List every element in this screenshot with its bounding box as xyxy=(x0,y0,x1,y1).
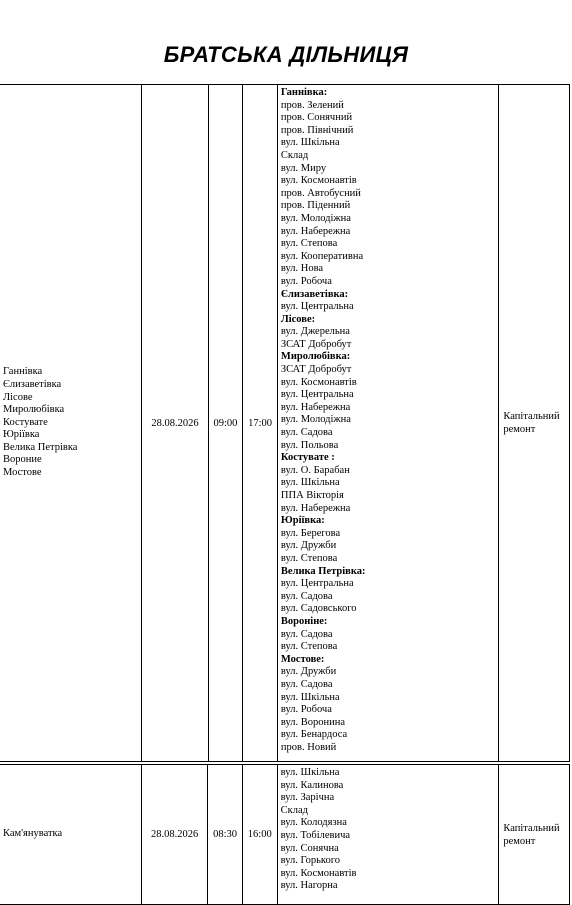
street-item: вул. Джерельна xyxy=(280,326,350,338)
street-item: вул. Шкільна xyxy=(280,137,340,149)
street-item: вул. Космонавтів xyxy=(280,867,357,879)
settlement-name: Велика Петрівка xyxy=(3,441,78,453)
streets-list xyxy=(281,767,496,893)
reason-line-2: ремонт xyxy=(503,835,536,847)
street-item: вул. Колодязна xyxy=(280,817,347,829)
reason-cell xyxy=(499,85,570,762)
street-item: вул. Садова xyxy=(280,590,333,602)
street-item: вул. Дружби xyxy=(280,666,337,678)
street-item: вул. Сонячна xyxy=(280,842,339,854)
street-item: вул. Бенардоса xyxy=(280,729,348,741)
streets-list xyxy=(281,87,495,754)
street-item: вул. Космонавтів xyxy=(280,175,357,187)
settlement-name: Костувате xyxy=(3,416,48,428)
village-heading: Ганнівка: xyxy=(280,87,328,98)
outage-table-row-2 xyxy=(0,764,570,905)
street-item: вул. Робоча xyxy=(280,275,332,287)
village-heading: Костувате : xyxy=(280,452,335,464)
village-heading: Єлизаветівка: xyxy=(280,288,349,300)
village-heading: Велика Петрівка: xyxy=(280,565,366,577)
reason-cell xyxy=(499,765,570,905)
street-item: вул. Шкільна xyxy=(280,767,340,778)
streets-cell xyxy=(277,765,499,905)
street-item: вул. Шкільна xyxy=(280,477,340,489)
street-item: пров. Піденний xyxy=(280,200,351,212)
street-item: Склад xyxy=(280,804,308,816)
street-item: ЗСАТ Добробут xyxy=(280,364,352,376)
settlement-name: Мостове xyxy=(3,467,42,479)
village-heading: Миролюбівка: xyxy=(280,351,351,363)
time-from-cell: 09:00 xyxy=(208,85,243,762)
streets-cell xyxy=(277,85,498,762)
street-item: вул. Калинова xyxy=(280,779,344,791)
street-item: Склад xyxy=(280,149,309,161)
street-item: вул. Садова xyxy=(280,678,333,690)
reason-line-1: Капітальний xyxy=(503,822,560,834)
street-item: вул. Космонавтів xyxy=(280,376,357,388)
street-item: вул. Молодіжна xyxy=(280,414,351,426)
settlements-list xyxy=(3,828,139,841)
street-item: вул. Нагорна xyxy=(280,880,338,892)
settlement-name: Ганнівка xyxy=(3,366,43,378)
street-item: вул. Садова xyxy=(280,427,333,439)
settlements-cell xyxy=(0,85,142,762)
settlements-list xyxy=(3,366,139,479)
settlement-name: Вороние xyxy=(3,454,42,466)
reason-line-1: Капітальний xyxy=(503,411,560,422)
street-item: пров. Північний xyxy=(280,124,354,136)
street-item: вул. Кооперативна xyxy=(280,250,364,262)
street-item: вул. Степова xyxy=(280,641,338,653)
settlement-name: Кам'януватка xyxy=(3,828,63,840)
date-cell: 28.08.2026 xyxy=(141,765,207,905)
street-item: вул. Молодіжна xyxy=(280,212,351,224)
village-heading: Лісове: xyxy=(280,313,316,325)
street-item: вул. Берегова xyxy=(280,527,341,539)
table-row xyxy=(0,85,570,762)
street-item: вул. Дружби xyxy=(280,540,337,552)
street-item: вул. Набережна xyxy=(280,502,351,514)
street-item: вул. Зарічна xyxy=(280,792,335,804)
table-row xyxy=(0,765,570,905)
settlement-name: Єлизаветівка xyxy=(3,378,62,390)
street-item: вул. Робоча xyxy=(280,704,332,716)
village-heading: Мостове: xyxy=(280,653,325,665)
street-item: вул. Миру xyxy=(280,162,327,174)
time-from-cell: 08:30 xyxy=(208,765,243,905)
settlement-name: Юріївка xyxy=(3,429,40,441)
street-item: вул. О. Барабан xyxy=(280,464,350,476)
street-item: вул. Центральна xyxy=(280,389,354,401)
street-item: вул. Центральна xyxy=(280,578,354,590)
date-cell: 28.08.2026 xyxy=(142,85,208,762)
street-item: вул. Степова xyxy=(280,238,338,250)
reason-line-2: ремонт xyxy=(503,424,536,435)
street-item: вул. Тобілевича xyxy=(280,829,351,841)
street-item: вул. Садовського xyxy=(280,603,357,615)
street-item: вул. Центральна xyxy=(280,301,354,313)
outage-table-row-1 xyxy=(0,84,570,762)
street-item: вул. Набережна xyxy=(280,401,351,413)
time-to-cell: 17:00 xyxy=(243,85,278,762)
street-item: пров. Сонячний xyxy=(280,112,353,124)
street-item: вул. Набережна xyxy=(280,225,351,237)
street-item: вул. Садова xyxy=(280,628,333,640)
street-item: пров. Автобусний xyxy=(280,187,361,199)
street-item: пров. Зелений xyxy=(280,99,344,111)
settlements-cell xyxy=(0,765,141,905)
street-item: вул. Воронина xyxy=(280,716,346,728)
time-to-cell: 16:00 xyxy=(242,765,277,905)
street-item: вул. Степова xyxy=(280,552,338,564)
street-item: пров. Новий xyxy=(280,741,337,753)
settlement-name: Лісове xyxy=(3,391,33,403)
street-item: вул. Шкільна xyxy=(280,691,340,703)
page-title: БРАТСЬКА ДІЛЬНИЦЯ xyxy=(163,42,409,67)
village-heading: Юріївка: xyxy=(280,515,325,527)
street-item: ЗСАТ Добробут xyxy=(280,338,352,350)
street-item: вул. Горького xyxy=(280,855,341,867)
street-item: вул. Польова xyxy=(280,439,339,451)
settlement-name: Миролюбівка xyxy=(3,404,65,416)
street-item: вул. Нова xyxy=(280,263,324,275)
street-item: ППА Вікторія xyxy=(280,490,344,501)
village-heading: Вороніне: xyxy=(280,615,328,627)
